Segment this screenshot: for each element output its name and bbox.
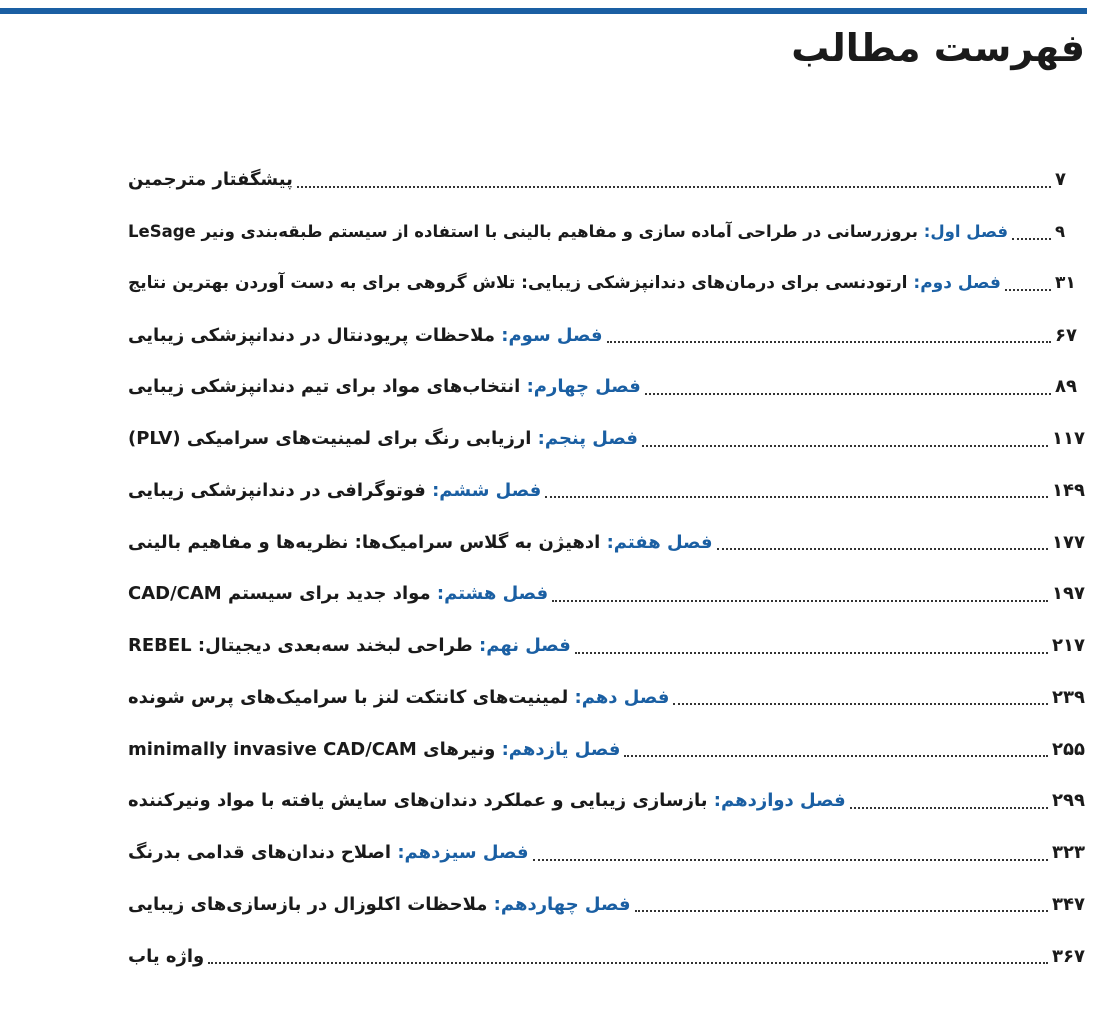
chapter-label: فصل دوازدهم:	[707, 790, 846, 812]
chapter-label: فصل سوم:	[495, 324, 603, 346]
page-number: ۲۵۵	[1052, 738, 1085, 760]
dot-leader	[624, 755, 1048, 757]
dot-leader	[635, 910, 1049, 912]
toc-entry[interactable]	[128, 206, 1085, 258]
toc-entry[interactable]	[128, 258, 1085, 310]
page-number: ۶۷	[1055, 324, 1077, 346]
chapter-title: ملاحظات پریودنتال در دندانپزشکی زیبایی	[128, 324, 495, 346]
entry-text	[128, 790, 846, 811]
toc-entry[interactable]	[128, 723, 1085, 775]
dot-leader	[575, 652, 1048, 654]
chapter-label: فصل سیزدهم:	[391, 842, 529, 864]
chapter-label: فصل چهاردهم:	[487, 893, 631, 915]
chapter-label: فصل ششم:	[425, 479, 542, 501]
chapter-label: فصل دوم:	[907, 273, 1001, 294]
chapter-label: فصل نهم:	[472, 635, 571, 657]
page-number: ۹	[1055, 222, 1066, 242]
chapter-label: فصل چهارم:	[520, 376, 641, 398]
page-number: ۱۷۷	[1052, 531, 1085, 553]
toc-entry[interactable]	[128, 672, 1085, 724]
toc-entry[interactable]	[128, 568, 1085, 620]
entry-text	[128, 325, 603, 346]
dot-leader	[642, 445, 1048, 447]
page-number: ۲۱۷	[1052, 635, 1085, 657]
dot-leader	[1012, 238, 1051, 240]
chapter-label: فصل هشتم:	[430, 583, 549, 605]
toc-entry[interactable]	[128, 827, 1085, 879]
entry-text	[128, 635, 571, 656]
toc-entry[interactable]	[128, 361, 1085, 413]
entry-text	[128, 273, 1001, 293]
entry-text	[128, 532, 713, 553]
toc-entry[interactable]	[128, 879, 1085, 931]
toc-entry[interactable]	[128, 775, 1085, 827]
table-of-contents	[128, 154, 1085, 982]
chapter-label: فصل اول:	[917, 222, 1009, 242]
page-number: ۸۹	[1055, 376, 1077, 398]
chapter-title: اصلاح دندان‌های قدامی بدرنگ	[128, 842, 392, 864]
entry-text	[128, 687, 669, 708]
page-number: ۳۱	[1055, 273, 1076, 294]
chapter-label: فصل هفتم:	[600, 531, 713, 553]
page-number: ۷	[1055, 169, 1066, 191]
toc-entry[interactable]	[128, 154, 1085, 206]
entry-text	[128, 946, 204, 967]
page-number: ۱۴۹	[1052, 479, 1085, 501]
chapter-title: مواد جدید برای سیستم CAD/CAM	[128, 583, 431, 605]
dot-leader	[297, 186, 1051, 188]
page-number: ۱۱۷	[1052, 428, 1085, 450]
toc-entry[interactable]	[128, 516, 1085, 568]
chapter-title: طراحی لبخند سه‌بعدی دیجیتال: REBEL	[128, 635, 473, 657]
page-number: ۳۶۷	[1052, 945, 1085, 967]
chapter-title: ارزیابی رنگ برای لمینیت‌های سرامیکی (PLV)	[128, 428, 532, 450]
entry-text	[128, 842, 529, 863]
chapter-title: ملاحظات اکلوزال در بازسازی‌های زیبایی	[128, 893, 488, 915]
entry-text	[128, 894, 631, 915]
chapter-title: ادهیژن به گلاس سرامیک‌ها: نظریه‌ها و مفاهیم بالینی	[128, 531, 601, 553]
dot-leader	[673, 703, 1048, 705]
toc-entry[interactable]	[128, 413, 1085, 465]
entry-text	[128, 739, 620, 760]
page-number: ۳۴۷	[1052, 893, 1085, 915]
entry-text	[128, 222, 1008, 241]
chapter-label: فصل پنجم:	[531, 428, 638, 450]
toc-entry[interactable]	[128, 309, 1085, 361]
dot-leader	[533, 859, 1049, 861]
chapter-title: پیشگفتار مترجمین	[128, 169, 293, 191]
dot-leader	[208, 962, 1048, 964]
chapter-title: ونیرهای minimally invasive CAD/CAM	[128, 738, 496, 760]
page-number: ۳۲۳	[1052, 842, 1085, 864]
dot-leader	[850, 807, 1048, 809]
dot-leader	[1005, 289, 1051, 291]
dot-leader	[552, 600, 1048, 602]
chapter-title: لمینیت‌های کانتکت لنز با سرامیک‌های پرس شونده	[128, 686, 569, 708]
chapter-title: ارتودنسی برای درمان‌های دندانپزشکی زیبایی: تلاش گروهی برای به دست آوردن بهترین نتایج	[128, 273, 908, 294]
entry-text	[128, 376, 641, 397]
chapter-title: بازسازی زیبایی و عملکرد دندان‌های سایش یافته با مواد ونیرکننده	[128, 790, 708, 812]
page-number: ۲۳۹	[1052, 686, 1085, 708]
dot-leader	[607, 341, 1052, 343]
page-number: ۱۹۷	[1052, 583, 1085, 605]
toc-entry[interactable]	[128, 465, 1085, 517]
entry-text	[128, 583, 548, 604]
entry-text	[128, 480, 541, 501]
page-number: ۲۹۹	[1052, 790, 1085, 812]
dot-leader	[545, 496, 1048, 498]
chapter-label: فصل دهم:	[568, 686, 670, 708]
page-title: فهرست مطالب	[791, 26, 1085, 70]
toc-entry[interactable]	[128, 930, 1085, 982]
chapter-title: فوتوگرافی در دندانپزشکی زیبایی	[128, 479, 426, 501]
chapter-title: انتخاب‌های مواد برای تیم دندانپزشکی زیبایی	[128, 376, 521, 398]
entry-text	[128, 169, 293, 190]
dot-leader	[645, 393, 1051, 395]
chapter-title: بروزرسانی در طراحی آماده سازی و مفاهیم بالینی با استفاده از سیستم طبقه‌بندی ونیر LeSage	[128, 222, 918, 242]
entry-text	[128, 428, 638, 449]
dot-leader	[717, 548, 1048, 550]
chapter-title: واژه یاب	[128, 945, 205, 967]
toc-entry[interactable]	[128, 620, 1085, 672]
top-rule	[0, 8, 1087, 14]
chapter-label: فصل یازدهم:	[495, 738, 621, 760]
